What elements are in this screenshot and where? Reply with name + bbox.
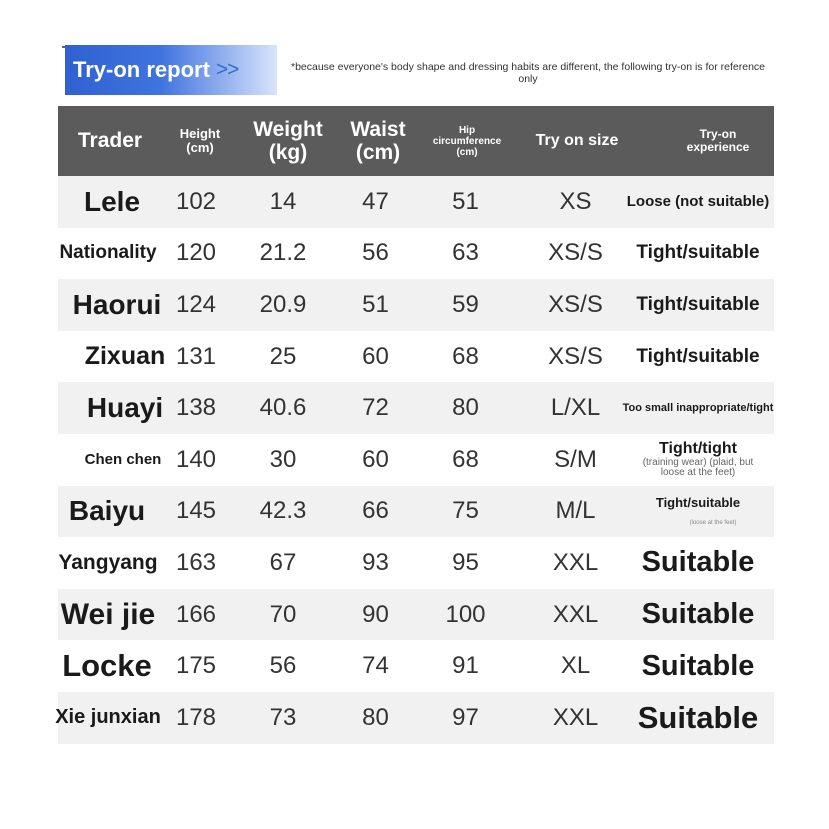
header-trader: Trader bbox=[77, 129, 143, 153]
table-row bbox=[58, 434, 774, 486]
experience-note: loose at the feet) bbox=[660, 467, 736, 479]
height-cell: 175 bbox=[175, 652, 217, 680]
waist-cell: 90 bbox=[362, 600, 389, 628]
table-row bbox=[55, 692, 774, 744]
experience-cell: Tight/suitable bbox=[636, 345, 760, 367]
trader-name: Nationality bbox=[59, 242, 157, 264]
weight-cell: 20.9 bbox=[259, 290, 307, 318]
hip-cell: 59 bbox=[452, 290, 479, 318]
size-cell: L/XL bbox=[550, 394, 601, 422]
trader-name: Chen chen bbox=[84, 451, 162, 469]
table-row bbox=[58, 537, 774, 589]
table-row bbox=[58, 176, 774, 228]
experience-note: (training wear) (plaid, but bbox=[642, 456, 754, 468]
experience-cell bbox=[603, 434, 793, 486]
waist-cell: 93 bbox=[362, 548, 389, 576]
header-hip: Hip circumference (cm) bbox=[432, 124, 502, 158]
experience-cell: Suitable bbox=[641, 546, 755, 579]
trader-name: Yangyang bbox=[58, 550, 158, 574]
height-cell: 178 bbox=[175, 703, 217, 731]
trader-name: Xie junxian bbox=[55, 706, 161, 729]
hip-cell: 63 bbox=[452, 239, 479, 267]
weight-cell: 25 bbox=[269, 342, 297, 370]
table-row bbox=[58, 279, 774, 331]
height-cell: 102 bbox=[175, 187, 217, 215]
experience-cell: Suitable bbox=[641, 649, 755, 682]
size-cell: XXL bbox=[552, 703, 599, 731]
weight-cell: 67 bbox=[269, 548, 297, 576]
size-cell: XS/S bbox=[548, 239, 603, 267]
table-row bbox=[58, 228, 774, 280]
weight-cell: 70 bbox=[269, 600, 297, 628]
waist-cell: 60 bbox=[362, 342, 389, 370]
header-experience: Try-on experience bbox=[686, 126, 750, 154]
hip-cell: 97 bbox=[452, 703, 479, 731]
height-cell: 124 bbox=[175, 290, 217, 318]
waist-cell: 74 bbox=[362, 652, 389, 680]
weight-cell: 42.3 bbox=[259, 497, 307, 525]
height-cell: 163 bbox=[175, 548, 217, 576]
banner-title: Try-on report bbox=[73, 57, 210, 82]
weight-cell: 21.2 bbox=[259, 239, 307, 267]
table-row bbox=[58, 640, 774, 692]
height-cell: 145 bbox=[175, 497, 217, 525]
height-cell: 131 bbox=[175, 342, 217, 370]
experience-cell: Tight/suitable bbox=[636, 242, 760, 264]
experience-cell: Tight/suitable bbox=[636, 293, 760, 315]
hip-cell: 91 bbox=[452, 652, 479, 680]
waist-cell: 51 bbox=[362, 290, 389, 318]
size-cell: XXL bbox=[552, 600, 599, 628]
header-height: Height (cm) bbox=[179, 125, 221, 155]
experience-cell bbox=[603, 486, 793, 538]
size-cell: XXL bbox=[552, 548, 599, 576]
size-cell: XS bbox=[559, 187, 592, 215]
hip-cell: 68 bbox=[452, 342, 479, 370]
table-row bbox=[58, 331, 774, 383]
trader-name: Huayi bbox=[86, 392, 164, 424]
height-cell: 138 bbox=[175, 394, 217, 422]
hip-cell: 75 bbox=[452, 497, 479, 525]
waist-cell: 72 bbox=[362, 394, 389, 422]
experience-note: (loose at the feet) bbox=[689, 520, 737, 527]
experience-main: Tight/tight bbox=[659, 439, 737, 457]
experience-cell: Suitable bbox=[637, 699, 759, 735]
table-row bbox=[58, 382, 774, 434]
weight-cell: 73 bbox=[269, 703, 297, 731]
table-row bbox=[58, 589, 774, 641]
header-weight: Weight (kg) bbox=[253, 117, 323, 164]
height-cell: 120 bbox=[175, 239, 217, 267]
size-cell: XL bbox=[560, 652, 591, 680]
trader-name: Haorui bbox=[72, 288, 162, 320]
experience-cell: Too small inappropriate/tight bbox=[622, 402, 774, 415]
hip-cell: 80 bbox=[452, 394, 479, 422]
weight-cell: 56 bbox=[269, 652, 297, 680]
tryon-table bbox=[55, 106, 774, 744]
trader-name: Baiyu bbox=[68, 495, 146, 527]
experience-cell: Suitable bbox=[641, 598, 755, 631]
trader-name: Zixuan bbox=[84, 342, 166, 371]
height-cell: 140 bbox=[175, 445, 217, 473]
table-row bbox=[58, 486, 774, 538]
weight-cell: 14 bbox=[269, 187, 297, 215]
waist-cell: 56 bbox=[362, 239, 389, 267]
experience-cell: Loose (not suitable) bbox=[626, 193, 770, 211]
waist-cell: 66 bbox=[362, 497, 389, 525]
experience-main: Tight/suitable bbox=[655, 495, 741, 511]
header-size: Try on size bbox=[535, 132, 619, 150]
trader-name: Lele bbox=[83, 185, 141, 217]
report-banner bbox=[65, 45, 277, 95]
size-cell: XS/S bbox=[548, 342, 603, 370]
size-cell: S/M bbox=[554, 445, 597, 473]
trader-name: Wei jie bbox=[60, 597, 156, 631]
waist-cell: 60 bbox=[362, 445, 389, 473]
hip-cell: 95 bbox=[452, 548, 479, 576]
trader-name: Locke bbox=[62, 648, 152, 684]
size-cell: XS/S bbox=[548, 290, 603, 318]
hip-cell: 51 bbox=[452, 187, 479, 215]
waist-cell: 47 bbox=[362, 187, 389, 215]
height-cell: 166 bbox=[175, 600, 217, 628]
header-waist: Waist (cm) bbox=[350, 117, 406, 164]
weight-cell: 30 bbox=[269, 445, 297, 473]
hip-cell: 68 bbox=[452, 445, 479, 473]
waist-cell: 80 bbox=[362, 703, 389, 731]
weight-cell: 40.6 bbox=[259, 394, 307, 422]
disclaimer-note: *because everyone's body shape and dressing habits are different, the following try-on is for reference only bbox=[290, 61, 765, 85]
hip-cell: 100 bbox=[445, 600, 486, 628]
table-header bbox=[58, 106, 774, 176]
size-cell: M/L bbox=[555, 497, 596, 525]
double-chevron-right-icon: >> bbox=[215, 58, 239, 81]
